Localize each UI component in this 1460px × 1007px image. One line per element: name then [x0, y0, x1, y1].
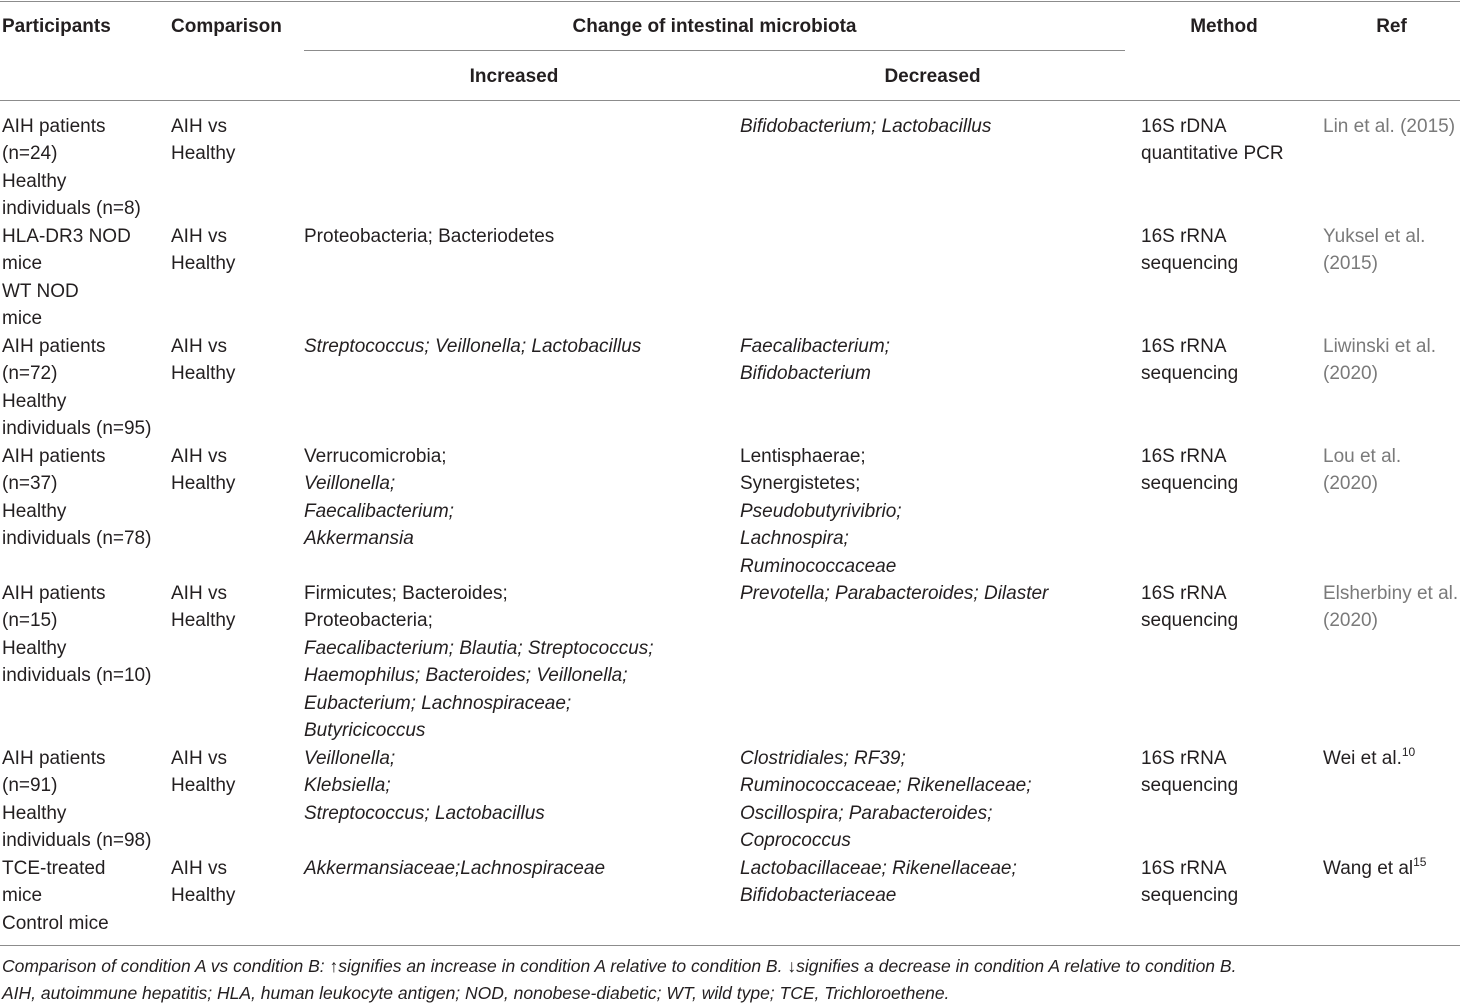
increased-cell: [304, 443, 454, 553]
cell-line: Bifidobacterium: [740, 363, 871, 385]
ref-cell[interactable]: [1323, 855, 1426, 882]
cell-line: Oscillospira; Parabacteroides;: [740, 802, 993, 824]
cell-line: AIH vs: [171, 446, 227, 467]
cell-line: AIH vs: [171, 583, 227, 604]
cell-line: Lactobacillaceae; Rikenellaceae;: [740, 858, 1017, 879]
top-rule: [0, 1, 1460, 2]
cell-line: 16S rDNA: [1141, 116, 1227, 137]
cell-line: Klebsiella;: [304, 775, 391, 797]
cell-line: (n=24): [2, 143, 58, 165]
cell-line: (n=91): [2, 775, 58, 797]
cell-line: AIH patients: [2, 446, 106, 467]
cell-line: individuals (n=78): [2, 528, 152, 550]
ref-superscript: 15: [1413, 854, 1427, 869]
cell-line: Bifidobacterium; Lactobacillus: [740, 116, 992, 137]
header-increased: Increased: [469, 66, 559, 87]
ref-cell[interactable]: [1323, 223, 1425, 278]
header-method: Method: [1190, 16, 1258, 37]
cell-line: Proteobacteria; Bacteriodetes: [304, 226, 555, 247]
cell-line: Butyricicoccus: [304, 720, 426, 742]
method-cell: [1141, 443, 1238, 498]
cell-line: Verrucomicrobia;: [304, 446, 447, 467]
cell-line: Lou et al.: [1323, 446, 1402, 467]
cell-line: Clostridiales; RF39;: [740, 748, 906, 769]
cell-line: Healthy: [2, 500, 67, 522]
ref-cell[interactable]: [1323, 580, 1458, 635]
participants-cell: [2, 580, 151, 690]
cell-line: individuals (n=98): [2, 830, 152, 852]
cell-line: (n=37): [2, 473, 58, 495]
increased-cell: [304, 333, 641, 360]
cell-line: Lentisphaerae;: [740, 446, 866, 467]
header-participants: Participants: [2, 16, 111, 37]
cell-line: AIH vs: [171, 858, 227, 879]
comparison-cell: [171, 333, 235, 388]
participants-cell: [2, 855, 109, 937]
table-footnotes: [2, 953, 1236, 1007]
cell-line: 16S rRNA: [1141, 748, 1227, 769]
cell-line: (n=72): [2, 363, 58, 385]
cell-line: Wang et $al^{15}$: [1323, 854, 1427, 879]
cell-line: Firmicutes; Bacteroides;: [304, 583, 508, 604]
header-comparison: Comparison: [171, 16, 282, 37]
cell-line: Ruminococcaceae; Rikenellaceae;: [740, 775, 1032, 797]
cell-line: Healthy: [171, 253, 236, 275]
participants-cell: [2, 113, 141, 223]
method-cell: [1141, 580, 1238, 635]
cell-line: HLA-DR3 NOD: [2, 226, 131, 247]
footnote: AIH, autoimmune hepatitis; HLA, human leukocyte antigen; NOD, nonobese-diabetic; WT, wild type; TCE, Trichloroethene.: [2, 983, 950, 1003]
cell-line: Healthy: [171, 473, 236, 495]
cell-line: Lachnospira;: [740, 528, 849, 550]
decreased-cell: [740, 443, 902, 580]
cell-line: mice: [2, 253, 43, 275]
cell-line: Veillonella;: [304, 748, 396, 769]
cell-line: Veillonella;: [304, 473, 396, 495]
header-change: Change of intestinal microbiota: [572, 16, 857, 37]
ref-superscript: 10: [1401, 744, 1416, 759]
cell-line: 16S rRNA: [1141, 446, 1227, 467]
cell-line: Coprococcus: [740, 830, 851, 852]
cell-line: Healthy: [171, 885, 236, 907]
ref-cell[interactable]: [1323, 745, 1415, 772]
header-bottom-rule: [0, 100, 1460, 101]
cell-line: sequencing: [1141, 885, 1239, 907]
cell-line: Liwinski et al.: [1323, 336, 1436, 357]
cell-line: Healthy: [171, 610, 236, 632]
participants-cell: [2, 333, 151, 443]
cell-line: Akkermansiaceae;Lachnospiraceae: [304, 858, 606, 879]
cell-line: quantitative PCR: [1141, 143, 1284, 165]
ref-cell[interactable]: [1323, 113, 1455, 140]
participants-cell: [2, 745, 151, 855]
participants-cell: [2, 223, 131, 333]
decreased-cell: [740, 580, 1048, 607]
comparison-cell: [171, 443, 235, 498]
cell-line: sequencing: [1141, 473, 1239, 495]
cell-line: (2020): [1323, 363, 1378, 385]
cell-line: Healthy: [2, 802, 67, 824]
change-subrule: [304, 50, 1125, 51]
method-cell: [1141, 113, 1284, 168]
cell-line: AIH vs: [171, 748, 227, 769]
cell-line: Faecalibacterium;: [740, 336, 890, 357]
cell-line: Streptococcus; Lactobacillus: [304, 802, 545, 824]
cell-line: (2020): [1323, 610, 1378, 632]
cell-line: Eubacterium; Lachnospiraceae;: [304, 692, 572, 714]
comparison-cell: [171, 745, 235, 800]
comparison-cell: [171, 855, 235, 910]
cell-line: Synergistetes;: [740, 473, 861, 495]
decreased-cell: [740, 113, 991, 140]
cell-line: WT NOD: [2, 280, 79, 302]
method-cell: [1141, 745, 1238, 800]
comparison-cell: [171, 113, 235, 168]
cell-line: Healthy: [2, 170, 67, 192]
header-ref: Ref: [1376, 16, 1407, 37]
cell-line: Haemophilus; Bacteroides; Veillonella;: [304, 665, 628, 687]
cell-line: Faecalibacterium;: [304, 500, 454, 522]
cell-line: AIH patients: [2, 583, 106, 604]
comparison-cell: [171, 223, 235, 278]
cell-line: (2020): [1323, 473, 1378, 495]
cell-line: 16S rRNA: [1141, 583, 1227, 604]
cell-line: Akkermansia: [304, 528, 414, 550]
cell-line: individuals (n=10): [2, 665, 152, 687]
cell-line: mice: [2, 885, 43, 907]
cell-line: Ruminococcaceae: [740, 555, 897, 577]
cell-line: TCE-treated: [2, 858, 106, 879]
participants-cell: [2, 443, 151, 553]
cell-line: Control mice: [2, 912, 109, 934]
decreased-cell: [740, 333, 890, 388]
cell-line: Healthy: [2, 390, 67, 412]
cell-line: 16S rRNA: [1141, 336, 1227, 357]
bottom-rule: [0, 945, 1460, 946]
header-decreased: Decreased: [884, 66, 981, 87]
cell-line: (2015): [1323, 253, 1378, 275]
decreased-cell: [740, 745, 1032, 855]
cell-line: AIH patients: [2, 336, 106, 357]
cell-line: sequencing: [1141, 253, 1239, 275]
cell-line: AIH patients: [2, 748, 106, 769]
cell-line: Streptococcus; Veillonella; Lactobacillus: [304, 336, 642, 357]
cell-line: Healthy: [2, 637, 67, 659]
cell-line: Healthy: [171, 143, 236, 165]
cell-line: AIH vs: [171, 116, 227, 137]
method-cell: [1141, 223, 1238, 278]
comparison-cell: [171, 580, 235, 635]
increased-cell: [304, 855, 605, 882]
increased-cell: [304, 223, 554, 250]
cell-line: Healthy: [171, 363, 236, 385]
cell-line: AIH patients: [2, 116, 106, 137]
cell-line: mice: [2, 308, 43, 330]
ref-cell[interactable]: [1323, 333, 1436, 388]
footnote: Comparison of condition A vs condition B: ↑signifies an increase in condition A relative to condition B. ↓signifies a decrease in condition A relative to condition B.: [2, 956, 1237, 976]
cell-line: sequencing: [1141, 363, 1239, 385]
cell-line: Elsherbiny et al.: [1323, 583, 1459, 604]
cell-line: sequencing: [1141, 610, 1239, 632]
cell-line: AIH vs: [171, 226, 227, 247]
ref-cell[interactable]: [1323, 443, 1401, 498]
cell-line: individuals (n=8): [2, 198, 141, 220]
increased-cell: [304, 745, 545, 827]
cell-line: AIH vs: [171, 336, 227, 357]
cell-line: Prevotella; Parabacteroides; Dilaster: [740, 583, 1049, 604]
cell-line: Wei et al.$^{10}$: [1323, 744, 1416, 769]
cell-line: (n=15): [2, 610, 58, 632]
decreased-cell: [740, 855, 1017, 910]
cell-line: Bifidobacteriaceae: [740, 885, 897, 907]
cell-line: 16S rRNA: [1141, 858, 1227, 879]
cell-line: Faecalibacterium; Blautia; Streptococcus;: [304, 637, 654, 659]
cell-line: Proteobacteria;: [304, 610, 433, 632]
cell-line: Yuksel et al.: [1323, 226, 1426, 247]
cell-line: sequencing: [1141, 775, 1239, 797]
cell-line: 16S rRNA: [1141, 226, 1227, 247]
cell-line: individuals (n=95): [2, 418, 152, 440]
cell-line: Lin et al. (2015): [1323, 116, 1456, 137]
method-cell: [1141, 855, 1238, 910]
cell-line: Pseudobutyrivibrio;: [740, 500, 902, 522]
increased-cell: [304, 580, 654, 744]
method-cell: [1141, 333, 1238, 388]
cell-line: Healthy: [171, 775, 236, 797]
